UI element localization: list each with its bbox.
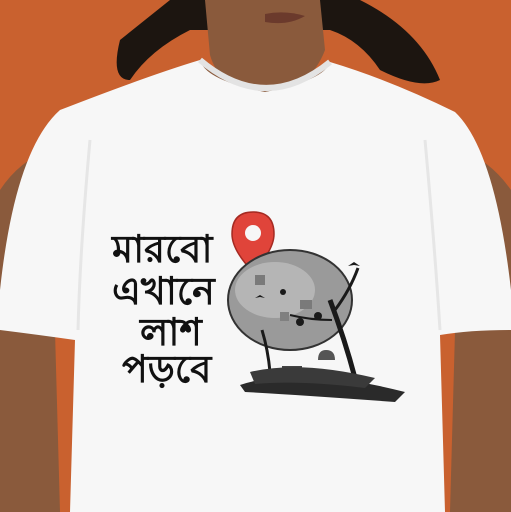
print-text-line-3: লাশ	[140, 310, 202, 354]
print-text-line-4: পড়বে	[122, 347, 212, 391]
print-text-line-2: এখানে	[112, 269, 215, 313]
print-text-line-1: মারবো	[112, 227, 213, 271]
